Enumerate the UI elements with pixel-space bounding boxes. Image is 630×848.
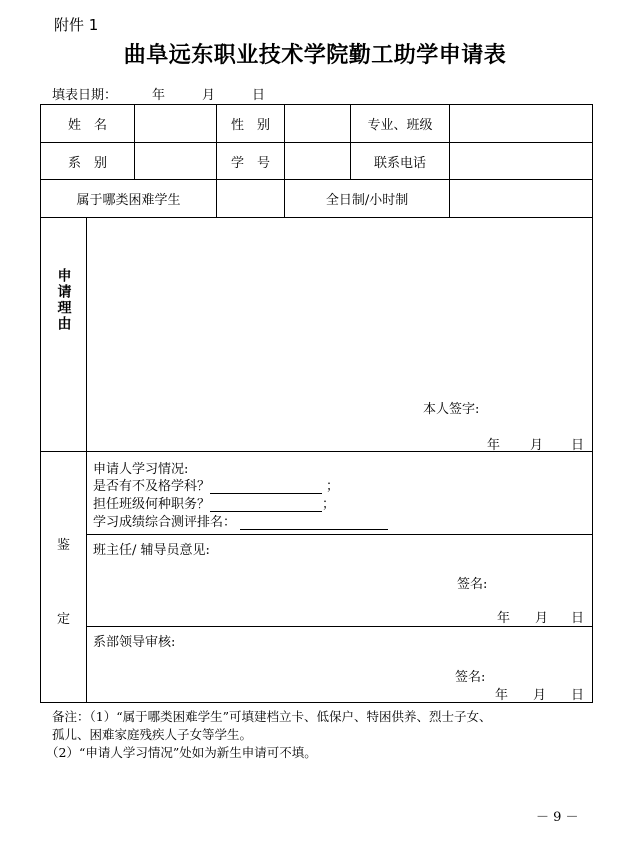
student-id-label: 学 号	[217, 143, 285, 180]
hardship-label: 属于哪类困难学生	[41, 180, 217, 218]
fill-date-year: 年	[152, 88, 166, 103]
advisor-day: 日	[571, 611, 585, 626]
gender-field[interactable]	[285, 105, 351, 143]
rank-question: 学习成绩综合测评排名：	[93, 515, 237, 530]
review-label-bottom: 定	[57, 612, 71, 627]
name-field[interactable]	[135, 105, 217, 143]
reason-year: 年	[487, 438, 501, 453]
advisor-label: 班主任/ 辅导员意见:	[93, 543, 210, 558]
phone-label: 联系电话	[351, 143, 450, 180]
advisor-year: 年	[497, 611, 511, 626]
department-field[interactable]	[135, 143, 217, 180]
rank-input[interactable]	[240, 516, 388, 530]
reason-field[interactable]	[87, 218, 593, 452]
dept-section[interactable]	[87, 627, 593, 703]
gender-label: 性 别	[217, 105, 285, 143]
review-label-top: 鉴	[57, 538, 71, 553]
phone-field[interactable]	[450, 143, 593, 180]
application-form	[40, 104, 593, 703]
failed-subject-row	[93, 475, 339, 494]
attachment-label: 附件 1	[54, 16, 99, 34]
class-duty-semi: ；	[322, 497, 336, 512]
class-duty-row	[93, 493, 335, 512]
dept-day: 日	[571, 688, 585, 703]
major-class-label: 专业、班级	[351, 105, 450, 143]
reason-signature-label: 本人签字:	[423, 402, 480, 417]
reason-label-cell	[41, 218, 87, 452]
dept-month: 月	[533, 688, 547, 703]
department-label: 系 别	[41, 143, 135, 180]
study-title: 申请人学习情况:	[93, 462, 189, 477]
reason-month: 月	[530, 438, 544, 453]
name-label: 姓 名	[41, 105, 135, 143]
page-title: 曲阜远东职业技术学院勤工助学申请表	[123, 42, 507, 68]
advisor-section[interactable]	[87, 535, 593, 627]
class-duty-input[interactable]	[210, 498, 322, 512]
dept-year: 年	[495, 688, 509, 703]
class-duty-question: 担任班级何种职务？	[93, 497, 211, 512]
fill-date-label: 填表日期：	[52, 88, 118, 103]
page-number: － 9 －	[536, 810, 579, 825]
reason-label: 申请理由	[55, 268, 72, 332]
schedule-label: 全日制/小时制	[285, 180, 450, 218]
failed-subject-input[interactable]	[210, 480, 322, 494]
review-label-cell	[41, 452, 87, 703]
fill-date-month: 月	[202, 88, 216, 103]
rank-row	[93, 511, 388, 530]
student-id-field[interactable]	[285, 143, 351, 180]
failed-subject-semi: ；	[326, 479, 340, 494]
reason-day: 日	[571, 438, 585, 453]
hardship-field[interactable]	[217, 180, 285, 218]
schedule-field[interactable]	[450, 180, 593, 218]
advisor-month: 月	[535, 611, 549, 626]
major-class-field[interactable]	[450, 105, 593, 143]
failed-subject-question: 是否有不及格学科？	[93, 479, 211, 494]
note-line-2: 孤儿、困难家庭残疾人子女等学生。	[52, 727, 253, 742]
fill-date	[52, 84, 265, 103]
advisor-signature-label: 签名:	[457, 577, 488, 592]
note-line-1: 备注：（1）“属于哪类困难学生”可填建档立卡、低保户、特困供养、烈士子女、	[52, 709, 492, 724]
note-line-3: （2）“申请人学习情况”处如为新生申请可不填。	[46, 745, 317, 760]
dept-review-label: 系部领导审核:	[93, 635, 176, 650]
dept-signature-label: 签名:	[455, 670, 486, 685]
fill-date-day: 日	[252, 88, 266, 103]
study-section	[87, 452, 593, 535]
